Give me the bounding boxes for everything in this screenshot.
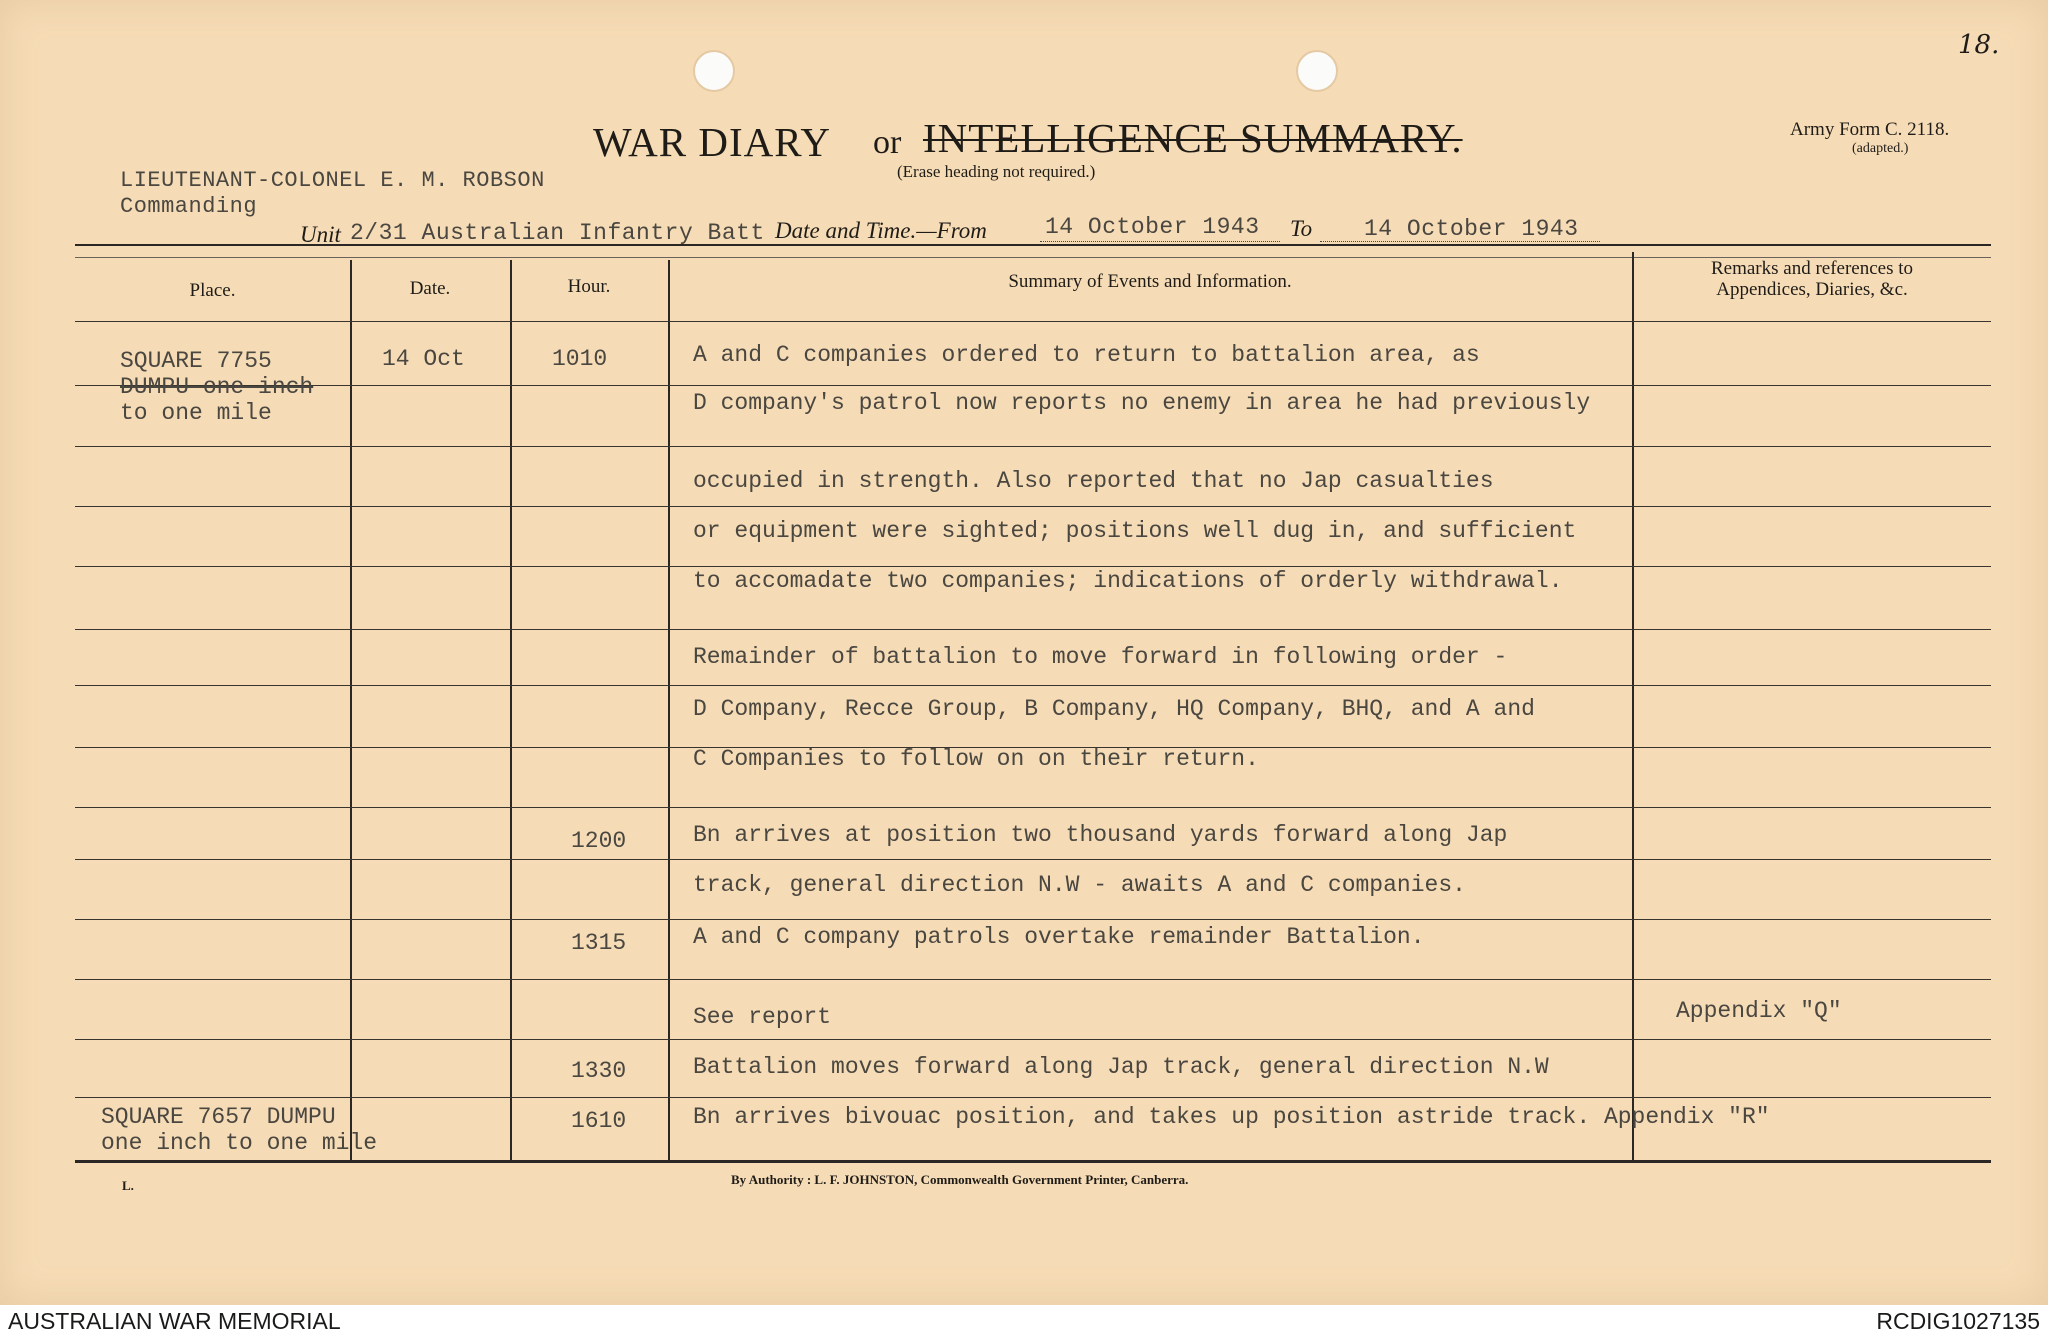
hour-1010: 1010: [552, 346, 608, 372]
erase-note: (Erase heading not required.): [897, 162, 1096, 181]
row-rule: [75, 566, 1991, 567]
summary-line: Battalion moves forward along Jap track, general direction N.W: [693, 1054, 1549, 1080]
summary-line: Bn arrives at position two thousand yards forward along Jap: [693, 822, 1508, 848]
summary-line: A and C company patrols overtake remainder Battalion.: [693, 924, 1425, 950]
row-rule: [75, 685, 1991, 686]
col-divider-place: [350, 260, 352, 1160]
archive-footer: [0, 1305, 2048, 1340]
date-14-oct: 14 Oct: [382, 346, 465, 372]
from-date: 14 October 1943: [1045, 214, 1260, 240]
hour-1330: 1330: [571, 1058, 627, 1084]
row-rule: [75, 807, 1991, 808]
hour-1200: 1200: [571, 828, 627, 854]
col-divider-hour: [668, 260, 670, 1160]
summary-line: track, general direction N.W - awaits A and C companies.: [693, 872, 1466, 898]
place-square-7657: SQUARE 7657 DUMPU: [101, 1104, 336, 1130]
row-rule: [75, 629, 1991, 630]
to-label: To: [1290, 216, 1313, 241]
row-rule: [75, 385, 1991, 386]
form-code: L.: [122, 1178, 134, 1193]
institution-name: AUSTRALIAN WAR MEMORIAL: [8, 1308, 341, 1334]
place-scale-1: to one mile: [120, 400, 272, 426]
from-dotted-line: [1040, 241, 1280, 242]
table-top-rule: [75, 244, 1991, 246]
row-rule: [75, 859, 1991, 860]
summary-line: occupied in strength. Also reported that no Jap casualties: [693, 468, 1494, 494]
col-head-hour: Hour.: [567, 276, 611, 297]
col-head-place: Place.: [189, 280, 236, 301]
row-rule: [75, 919, 1991, 920]
summary-line: C Companies to follow on on their return.: [693, 746, 1259, 772]
summary-line: D Company, Recce Group, B Company, HQ Company, BHQ, and A and: [693, 696, 1535, 722]
col-head-remarks-1: Remarks and references to: [1710, 258, 1914, 279]
hour-1610: 1610: [571, 1108, 627, 1134]
col-divider-summary: [1632, 252, 1634, 1160]
row-rule: [75, 321, 1991, 322]
row-rule: [75, 446, 1991, 447]
col-head-summary: Summary of Events and Information.: [1008, 271, 1292, 292]
summary-line: or equipment were sighted; positions well dug in, and sufficient: [693, 518, 1577, 544]
summary-line: See report: [693, 1004, 832, 1030]
place-scale-2: one inch to one mile: [101, 1130, 378, 1156]
title-war-diary: WAR DIARY: [593, 119, 831, 165]
date-time-label: Date and Time.—From: [775, 218, 987, 243]
to-date: 14 October 1943: [1364, 216, 1579, 242]
summary-line: Remainder of battalion to move forward in following order -: [693, 644, 1508, 670]
summary-line: A and C companies ordered to return to battalion area, as: [693, 342, 1480, 368]
summary-line: to accomadate two companies; indications of orderly withdrawal.: [693, 568, 1563, 594]
title-intelligence-summary: INTELLIGENCE SUMMARY.: [923, 115, 1463, 161]
to-dotted-line: [1320, 241, 1600, 242]
remark-appendix-q: Appendix "Q": [1676, 998, 1842, 1024]
summary-line: D company's patrol now reports no enemy in area he had previously: [693, 390, 1591, 416]
place-dumpu-struck: DUMPU one inch: [120, 374, 314, 400]
col-head-remarks-2: Appendices, Diaries, &c.: [1716, 279, 1908, 300]
unit-label: Unit: [300, 222, 341, 247]
commander-name: LIEUTENANT-COLONEL E. M. ROBSON: [120, 168, 545, 193]
punch-hole-right: [1296, 50, 1338, 92]
row-rule: [75, 1039, 1991, 1040]
row-rule: [75, 1097, 1991, 1098]
table-bottom-rule: [75, 1160, 1991, 1163]
row-rule: [75, 506, 1991, 507]
record-id: RCDIG1027135: [1876, 1308, 2040, 1334]
summary-line: Bn arrives bivouac position, and takes up position astride track. Appendix "R": [693, 1104, 1770, 1130]
unit-value: 2/31 Australian Infantry Batt: [350, 220, 765, 246]
printer-authority: By Authority : L. F. JOHNSTON, Commonwealth Government Printer, Canberra.: [731, 1172, 1189, 1187]
col-divider-date: [510, 260, 512, 1160]
punch-hole-left: [693, 50, 735, 92]
army-form-number: Army Form C. 2118.: [1790, 119, 1950, 140]
row-rule: [75, 979, 1991, 980]
place-square-7755: SQUARE 7755: [120, 348, 272, 374]
page-number: 18.: [1958, 30, 2000, 60]
col-head-date: Date.: [409, 278, 451, 299]
title-or: or: [873, 124, 902, 161]
commander-role: Commanding: [120, 194, 258, 219]
hour-1315: 1315: [571, 930, 627, 956]
army-form-adapted: (adapted.): [1852, 141, 1909, 156]
